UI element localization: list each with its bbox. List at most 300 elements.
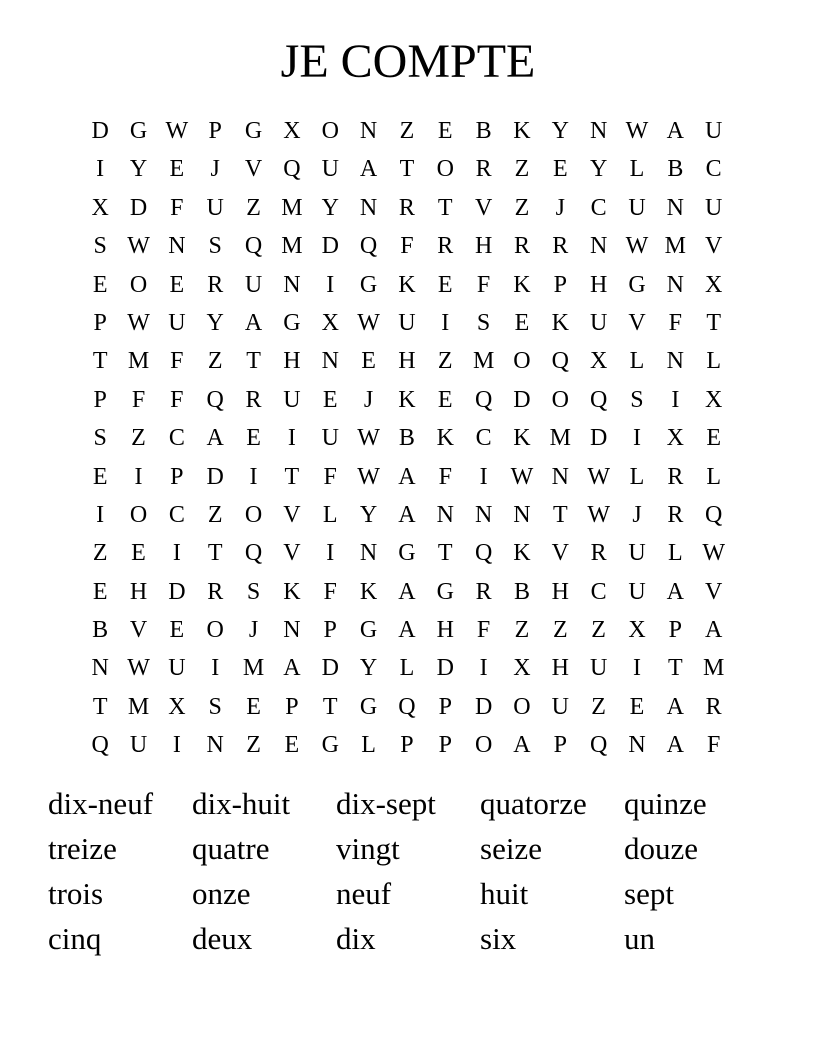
word-list-item: dix-neuf — [48, 786, 154, 821]
grid-letter: L — [629, 348, 645, 375]
grid-letter: M — [127, 693, 150, 720]
grid-row — [81, 573, 733, 611]
grid-letter: Z — [246, 732, 261, 759]
grid-letter: Q — [551, 348, 569, 375]
word-list-item: six — [480, 921, 517, 956]
grid-letter: W — [625, 118, 649, 144]
grid-letter: X — [513, 655, 531, 682]
grid-letter: I — [632, 655, 641, 682]
grid-letter: P — [93, 309, 107, 336]
grid-letter: W — [510, 463, 534, 490]
word-list-item: deux — [192, 921, 253, 956]
word-list-item: dix — [336, 921, 376, 956]
grid-letter: N — [474, 501, 493, 528]
grid-letter: R — [475, 156, 492, 183]
grid-letter: G — [436, 578, 454, 605]
grid-letter: E — [131, 540, 146, 567]
word-list-item: dix-huit — [192, 786, 291, 821]
grid-letter: G — [283, 309, 301, 336]
grid-letter: O — [513, 693, 531, 720]
grid-letter: L — [361, 732, 376, 759]
grid-letter: S — [246, 578, 261, 605]
grid-row — [81, 304, 733, 342]
grid-letter: Y — [359, 655, 378, 682]
grid-letter: P — [438, 693, 452, 720]
grid-letter: A — [398, 501, 416, 528]
word-list-item: cinq — [48, 921, 102, 956]
grid-row — [81, 611, 733, 649]
grid-letter: O — [513, 348, 531, 375]
grid-letter: T — [667, 655, 683, 682]
grid-letter: E — [92, 271, 108, 298]
grid-letter: R — [245, 386, 262, 413]
grid-letter: P — [93, 386, 107, 413]
grid-letter: N — [283, 617, 301, 644]
grid-letter: U — [206, 194, 224, 221]
grid-letter: R — [513, 233, 530, 260]
grid-letter: E — [706, 425, 721, 452]
grid-letter: X — [628, 617, 646, 644]
grid-letter: T — [399, 156, 415, 183]
grid-letter: K — [513, 271, 531, 298]
grid-letter: M — [127, 348, 150, 375]
grid-letter: Q — [91, 732, 109, 759]
grid-letter: X — [705, 271, 723, 298]
grid-letter: A — [666, 578, 684, 605]
grid-letter: K — [436, 425, 454, 452]
grid-letter: U — [628, 194, 646, 221]
grid-letter: T — [437, 194, 453, 221]
grid-letter: S — [93, 233, 107, 260]
grid-letter: T — [437, 540, 453, 567]
word-search-grid — [81, 112, 733, 765]
grid-letter: I — [96, 501, 105, 528]
grid-letter: P — [438, 732, 452, 759]
grid-letter: W — [587, 463, 610, 490]
grid-letter: Q — [283, 156, 301, 183]
grid-letter: N — [283, 271, 301, 298]
grid-letter: K — [283, 578, 301, 605]
grid-letter: I — [479, 655, 488, 682]
grid-letter: Q — [589, 732, 608, 759]
grid-letter: K — [513, 540, 531, 567]
grid-letter: S — [476, 309, 491, 336]
grid-letter: Z — [514, 194, 530, 221]
grid-row — [81, 458, 733, 496]
grid-letter: E — [361, 348, 376, 375]
grid-letter: C — [590, 194, 607, 221]
grid-letter: P — [400, 732, 414, 759]
grid-letter: G — [359, 271, 378, 298]
grid-letter: D — [129, 194, 148, 221]
grid-letter: E — [437, 271, 453, 298]
grid-letter: O — [129, 501, 148, 528]
grid-letter: R — [437, 233, 454, 260]
grid-letter: L — [706, 463, 721, 490]
grid-letter: Q — [474, 540, 493, 567]
grid-letter: C — [475, 425, 492, 452]
grid-letter: F — [170, 194, 184, 221]
grid-letter: F — [170, 386, 184, 413]
grid-letter: F — [706, 732, 721, 759]
word-list-item: onze — [192, 876, 251, 911]
grid-letter: Y — [551, 118, 569, 144]
grid-letter: L — [322, 501, 338, 528]
grid-letter: H — [589, 271, 608, 298]
grid-letter: F — [400, 233, 414, 260]
grid-letter: G — [129, 118, 148, 144]
grid-letter: V — [628, 309, 646, 336]
grid-letter: Q — [398, 693, 416, 720]
grid-letter: V — [283, 540, 301, 567]
grid-letter: Z — [131, 425, 146, 452]
grid-letter: M — [664, 233, 686, 260]
grid-letter: Z — [399, 118, 415, 144]
grid-letter: Q — [705, 501, 723, 528]
grid-letter: T — [92, 348, 108, 375]
grid-letter: V — [705, 233, 723, 260]
grid-letter: I — [671, 386, 680, 413]
grid-letter: D — [513, 386, 531, 413]
grid-letter: C — [705, 156, 722, 183]
grid-row — [81, 534, 733, 572]
grid-letter: O — [206, 617, 224, 644]
grid-letter: W — [587, 501, 610, 528]
grid-letter: Z — [207, 348, 223, 375]
grid-letter: K — [513, 118, 531, 144]
grid-row — [81, 381, 733, 419]
grid-letter: I — [172, 540, 181, 567]
word-list-item: quatre — [192, 831, 270, 866]
grid-letter: G — [628, 271, 646, 298]
grid-letter: E — [246, 693, 261, 720]
grid-letter: N — [513, 501, 531, 528]
grid-letter: B — [667, 156, 684, 183]
grid-letter: N — [589, 233, 608, 260]
grid-letter: A — [666, 693, 684, 720]
grid-letter: U — [168, 309, 186, 336]
grid-letter: A — [244, 309, 263, 336]
grid-letter: I — [326, 271, 335, 298]
grid-letter: W — [357, 463, 380, 490]
grid-letter: W — [127, 309, 150, 336]
grid-letter: Z — [246, 194, 261, 221]
grid-letter: P — [553, 271, 567, 298]
grid-letter: N — [436, 501, 454, 528]
grid-letter: W — [625, 233, 649, 260]
grid-letter: D — [321, 233, 339, 260]
word-list-item: douze — [624, 831, 699, 866]
grid-letter: T — [552, 501, 568, 528]
grid-letter: P — [285, 693, 299, 720]
grid-letter: M — [472, 348, 495, 375]
grid-letter: U — [283, 386, 301, 413]
grid-letter: N — [359, 118, 378, 144]
word-list-item: dix-sept — [336, 786, 436, 821]
grid-letter: G — [398, 540, 416, 567]
grid-letter: G — [244, 118, 263, 144]
grid-letter: U — [589, 655, 608, 682]
grid-letter: E — [92, 463, 108, 490]
grid-letter: A — [398, 578, 416, 605]
grid-letter: U — [705, 118, 723, 144]
grid-letter: D — [321, 655, 339, 682]
grid-letter: P — [208, 118, 222, 144]
grid-letter: O — [244, 501, 263, 528]
grid-letter: A — [666, 732, 684, 759]
grid-letter: F — [323, 578, 337, 605]
grid-row — [81, 150, 733, 188]
grid-letter: A — [283, 655, 301, 682]
grid-letter: R — [552, 233, 569, 260]
grid-letter: D — [206, 463, 224, 490]
grid-letter: W — [357, 425, 380, 452]
grid-letter: F — [668, 309, 682, 336]
grid-letter: W — [165, 118, 189, 144]
grid-letter: B — [398, 425, 415, 452]
grid-row — [81, 227, 733, 265]
grid-letter: F — [438, 463, 452, 490]
grid-letter: L — [667, 540, 683, 567]
grid-letter: I — [632, 425, 641, 452]
grid-letter: A — [705, 617, 723, 644]
grid-letter: V — [283, 501, 301, 528]
grid-letter: I — [249, 463, 258, 490]
grid-letter: X — [91, 194, 109, 221]
grid-letter: E — [629, 693, 645, 720]
grid-letter: Y — [359, 501, 378, 528]
grid-letter: M — [703, 655, 725, 682]
grid-row — [81, 726, 733, 764]
grid-row — [81, 189, 733, 227]
grid-letter: E — [552, 156, 568, 183]
grid-letter: Q — [244, 233, 263, 260]
grid-letter: M — [281, 233, 303, 260]
grid-letter: S — [630, 386, 644, 413]
grid-letter: Y — [206, 309, 224, 336]
grid-letter: I — [441, 309, 450, 336]
grid-letter: E — [169, 617, 185, 644]
page-title: JE COMPTE — [280, 35, 536, 88]
grid-row — [81, 688, 733, 726]
grid-letter: K — [398, 271, 416, 298]
grid-letter: Q — [589, 386, 608, 413]
grid-letter: S — [208, 693, 222, 720]
grid-letter: F — [323, 463, 337, 490]
grid-letter: B — [92, 617, 109, 644]
grid-letter: Z — [437, 348, 453, 375]
grid-letter: D — [474, 693, 493, 720]
grid-letter: O — [436, 156, 454, 183]
grid-letter: P — [553, 732, 567, 759]
grid-letter: H — [398, 348, 416, 375]
grid-letter: G — [359, 617, 378, 644]
grid-letter: S — [208, 233, 222, 260]
grid-letter: L — [706, 348, 721, 375]
grid-letter: Z — [207, 501, 223, 528]
word-list-item: sept — [624, 876, 674, 911]
grid-letter: Z — [514, 617, 530, 644]
grid-letter: T — [284, 463, 300, 490]
grid-letter: U — [551, 693, 569, 720]
grid-letter: R — [705, 693, 722, 720]
grid-letter: W — [702, 540, 725, 567]
grid-letter: R — [207, 578, 224, 605]
grid-letter: I — [287, 425, 296, 452]
word-list-row — [48, 916, 768, 961]
grid-letter: U — [589, 309, 608, 336]
grid-letter: E — [92, 578, 108, 605]
grid-letter: X — [705, 386, 723, 413]
word-list-item: quinze — [624, 786, 707, 821]
grid-letter: Z — [514, 156, 530, 183]
grid-letter: D — [589, 425, 608, 452]
grid-letter: R — [207, 271, 224, 298]
grid-letter: K — [551, 309, 569, 336]
grid-letter: K — [359, 578, 378, 605]
grid-letter: V — [129, 617, 148, 644]
word-list-row — [48, 781, 768, 826]
grid-letter: N — [321, 348, 339, 375]
grid-letter: F — [476, 617, 491, 644]
grid-letter: I — [134, 463, 143, 490]
grid-letter: A — [398, 463, 416, 490]
grid-letter: J — [210, 156, 220, 183]
grid-letter: H — [129, 578, 148, 605]
grid-letter: C — [168, 501, 185, 528]
word-list — [48, 781, 768, 961]
grid-letter: T — [246, 348, 261, 375]
word-list-item: un — [624, 921, 655, 956]
word-list-item: trois — [48, 876, 104, 911]
grid-letter: T — [706, 309, 721, 336]
grid-letter: E — [169, 156, 185, 183]
word-list-row — [48, 826, 768, 871]
grid-letter: Y — [321, 194, 339, 221]
grid-letter: I — [479, 463, 488, 490]
grid-letter: O — [321, 118, 339, 144]
grid-letter: P — [668, 617, 682, 644]
grid-letter: R — [475, 578, 492, 605]
grid-letter: H — [436, 617, 454, 644]
grid-letter: T — [322, 693, 338, 720]
grid-letter: M — [281, 194, 303, 221]
grid-letter: U — [705, 194, 723, 221]
grid-letter: I — [172, 732, 181, 759]
grid-letter: G — [321, 732, 339, 759]
grid-letter: U — [628, 578, 646, 605]
grid-letter: O — [129, 271, 148, 298]
grid-letter: D — [91, 118, 109, 144]
grid-letter: A — [666, 118, 684, 144]
grid-letter: P — [170, 463, 184, 490]
grid-row — [81, 112, 733, 150]
grid-letter: N — [666, 348, 684, 375]
grid-letter: J — [363, 386, 374, 413]
grid-letter: N — [589, 118, 608, 144]
grid-letter: J — [555, 194, 565, 221]
grid-letter: X — [589, 348, 608, 375]
grid-letter: Z — [552, 617, 568, 644]
word-list-item: quatorze — [480, 786, 587, 821]
word-list-item: seize — [480, 831, 542, 866]
grid-letter: N — [359, 194, 378, 221]
grid-letter: E — [437, 386, 453, 413]
word-list-item: treize — [48, 831, 117, 866]
grid-letter: N — [666, 271, 684, 298]
grid-letter: K — [398, 386, 416, 413]
grid-letter: C — [590, 578, 607, 605]
grid-letter: S — [93, 425, 107, 452]
grid-letter: N — [628, 732, 646, 759]
word-list-row — [48, 871, 768, 916]
grid-letter: H — [474, 233, 493, 260]
grid-letter: F — [170, 348, 184, 375]
grid-letter: X — [283, 118, 301, 144]
grid-letter: R — [667, 501, 684, 528]
grid-letter: A — [513, 732, 531, 759]
grid-letter: H — [551, 578, 569, 605]
grid-letter: U — [168, 655, 186, 682]
grid-letter: A — [359, 156, 378, 183]
grid-letter: D — [436, 655, 454, 682]
grid-letter: F — [131, 386, 146, 413]
grid-letter: G — [359, 693, 378, 720]
grid-row — [81, 342, 733, 380]
grid-letter: Z — [591, 693, 606, 720]
grid-letter: N — [206, 732, 224, 759]
grid-letter: U — [628, 540, 646, 567]
grid-letter: P — [323, 617, 337, 644]
grid-letter: B — [475, 118, 492, 144]
grid-letter: M — [242, 655, 265, 682]
grid-letter: O — [474, 732, 493, 759]
grid-letter: C — [168, 425, 185, 452]
grid-letter: M — [549, 425, 571, 452]
grid-letter: L — [629, 156, 645, 183]
grid-letter: E — [246, 425, 261, 452]
word-list-item: vingt — [336, 831, 400, 866]
grid-letter: F — [476, 271, 491, 298]
grid-letter: J — [248, 617, 259, 644]
grid-letter: Q — [206, 386, 224, 413]
grid-letter: U — [129, 732, 148, 759]
grid-letter: A — [398, 617, 416, 644]
grid-letter: B — [513, 578, 530, 605]
grid-letter: T — [207, 540, 223, 567]
grid-letter: L — [629, 463, 645, 490]
grid-letter: V — [551, 540, 569, 567]
grid-letter: H — [283, 348, 301, 375]
grid-letter: U — [321, 156, 339, 183]
grid-letter: Z — [591, 617, 606, 644]
word-list-item: huit — [480, 876, 529, 911]
grid-letter: R — [590, 540, 607, 567]
grid-letter: E — [322, 386, 338, 413]
grid-letter: W — [127, 655, 150, 682]
grid-letter: K — [513, 425, 531, 452]
grid-letter: E — [284, 732, 300, 759]
grid-row — [81, 266, 733, 304]
grid-letter: L — [399, 655, 415, 682]
grid-letter: Z — [92, 540, 108, 567]
grid-letter: U — [398, 309, 416, 336]
grid-letter: N — [168, 233, 186, 260]
grid-letter: E — [437, 118, 453, 144]
grid-letter: I — [96, 156, 105, 183]
grid-letter: D — [168, 578, 186, 605]
grid-row — [81, 496, 733, 534]
